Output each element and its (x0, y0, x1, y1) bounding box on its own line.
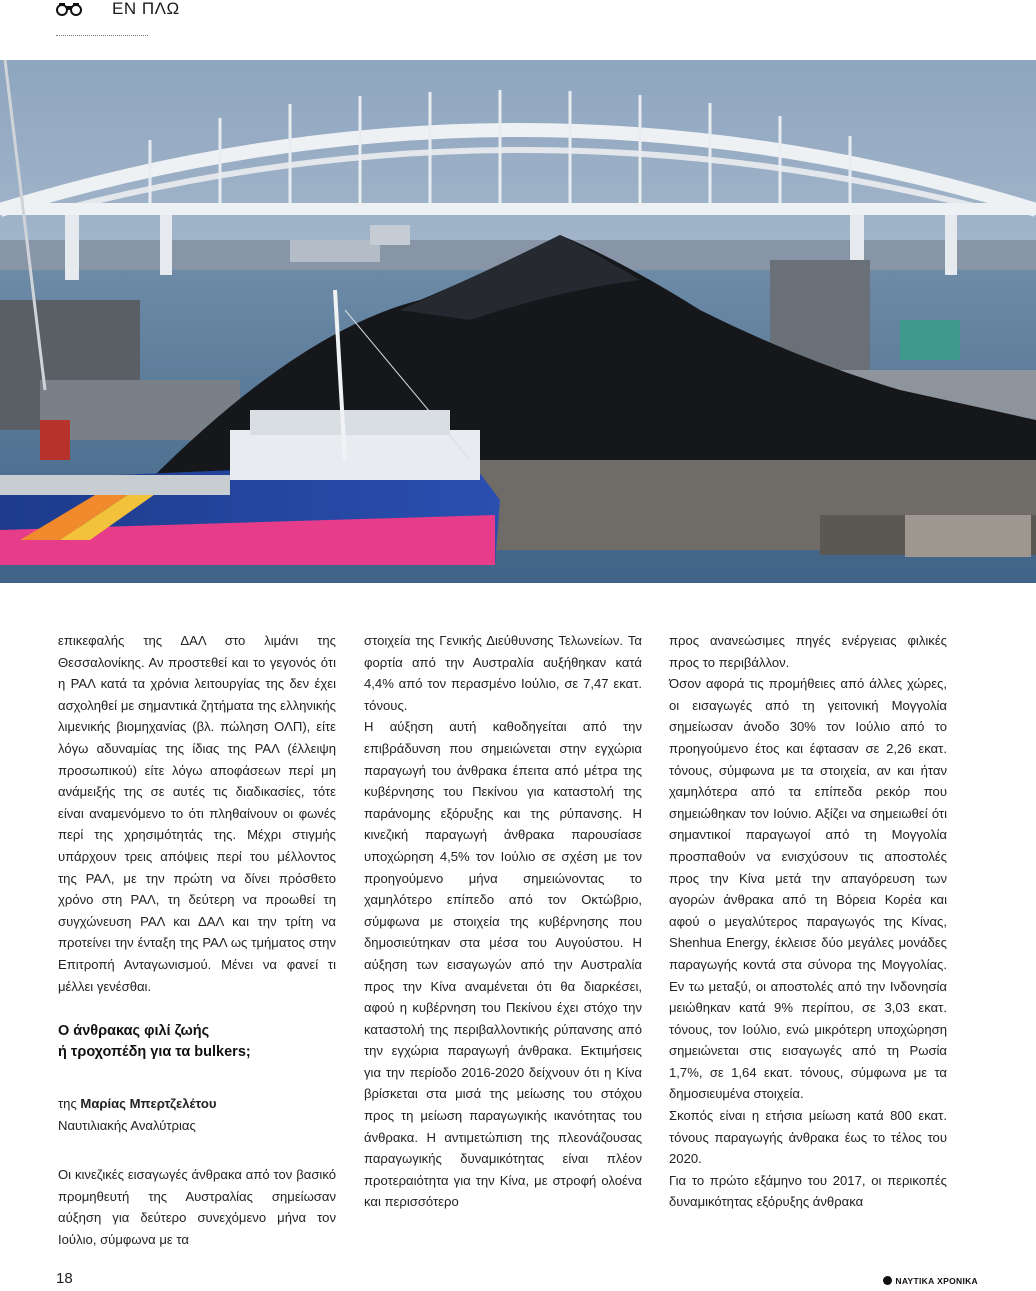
section-header (56, 0, 356, 40)
subheadline (58, 1021, 336, 1063)
byline-prefix: της (58, 1096, 81, 1112)
article-column-1 (58, 630, 336, 1251)
article-paragraph: Οι κινεζικές εισαγωγές άνθρακα από τον βασικό προμηθευτή της Αυστραλίας σημείωσαν αύξηση για δεύτερο συνεχόμενο μήνα τον Ιούλιο, σύμφωνα με τα (58, 1167, 336, 1248)
subheadline-line-1: Ο άνθρακας φιλί ζωής (58, 1023, 210, 1040)
byline (58, 1093, 336, 1136)
article-column-2 (364, 630, 642, 1213)
article-paragraph: Η αύξηση αυτή καθοδηγείται από την επιβράδυνση που σημειώνεται στην εγχώρια παραγωγή του άνθρακα έπειτα από μέτρα της κυβέρνησης του Πεκίνου για καταστολή της παράνομης εξόρυξης και της ρύπανσης. Η κινεζική παραγωγή άνθρακα παρουσίασε υποχώρηση 4,5% τον Ιούλιο σε σχέση με τον προηγούμενο μήνα σημειώνοντας το χαμηλότερο επίπεδο από τον Οκτώβριο, σύμφωνα με στοιχεία της κυβέρνησης που δημοσιεύτηκαν στα μέσα του Αυγούστου. Η αύξηση των εισαγωγών από την Αυστραλία προς την Κίνα αναμένεται ότι θα διαρκέσει, αφού η κυβέρνηση του Πεκίνου έχει στόχο την καταστολή της περιβαλλοντικής ρύπανσης από την εγχώρια παραγωγή άνθρακα. Εκτιμήσεις για την περίοδο 2016-2020 δείχνουν ότι η Κίνα βρίσκεται στα μισά της μείωσης του στόχου προς τη μείωση παραγωγικής ικανότητας του άνθρακα. Η αντιμετώπιση της πλεονάζουσας παραγωγικής δυναμικότητας είναι πλέον προτεραιότητα για την Κίνα, με στροφή ολοένα και περισσότερο (364, 719, 642, 1210)
article-body (58, 630, 978, 1248)
article-paragraph: Σκοπός είναι η ετήσια μείωση κατά 800 εκατ. τόνους παραγωγής άνθρακα έως το τέλος του 2020. (669, 1108, 947, 1167)
brand-logo-icon (883, 1276, 892, 1285)
subheadline-line-2: ή τροχοπέδη για τα bulkers; (58, 1044, 251, 1061)
page-number: 18 (56, 1270, 73, 1287)
byline-author (58, 1093, 336, 1115)
article-paragraph: επικεφαλής της ΔΑΛ στο λιμάνι της Θεσσαλονίκης. Αν προστεθεί και το γεγονός ότι η ΡΑΛ κατά τα χρόνια λειτουργίας της δεν έχει ασχοληθεί με σημαντικά ζητήματα της ελληνικής λιμενικής βιομηχανίας (βλ. πώληση ΟΛΠ), είτε λόγω αδυναμίας της ίδιας της ΡΑΛ (έλλειψη προσωπικού) είτε λόγω αποφάσεων περί μη ανάμειξής της σε αυτές τις διαδικασίες, τότε είναι αναμενόμενο το ότι πληθαίνουν οι φωνές περί της χρησιμότητάς της. Μέχρι στιγμής υπάρχουν τρεις απόψεις περί του μέλλοντος της ΡΑΛ, με την πρώτη να δίνει πρόσθετο χρόνο στη ΡΑΛ, τη δεύτερη να προωθεί τη συγχώνευση ΡΑΛ και ΔΑΛ και την τρίτη να προτείνει την ένταξη της ΡΑΛ ως τμήματος στην Επιτροπή Ανταγωνισμού. Μένει να φανεί τι μέλλει γενέσθαι. (58, 633, 336, 994)
section-title: ΕΝ ΠΛΩ (112, 0, 180, 18)
brand-name: ΝΑΥΤΙΚΑ ΧΡΟΝΙΚΑ (895, 1276, 978, 1286)
article-paragraph: προς ανανεώσιμες πηγές ενέργειας φιλικές προς το περιβάλλον. (669, 633, 947, 670)
harbor-photo (0, 60, 1036, 583)
publication-brand (883, 1276, 978, 1286)
author-role: Ναυτιλιακής Αναλύτριας (58, 1117, 196, 1133)
binoculars-icon (56, 2, 82, 16)
article-paragraph: Όσον αφορά τις προμήθειες από άλλες χώρες, οι εισαγωγές από τη γειτονική Μογγολία σημείωσαν άνοδο 30% τον Ιούλιο από το προηγούμενο έτος και έφτασαν σε 2,26 εκατ. τόνους, σύμφωνα με τα στοιχεία, αν και ήταν χαμηλότερα από τα επίπεδα ρεκόρ που σημειώθηκαν τον Ιούνιο. Αξίζει να σημειωθεί ότι σημαντικοί παραγωγοί από τη Μογγολία προσπαθούν να ενισχύσουν τις αποστολές προς την Κίνα μετά την απαγόρευση των αγορών άνθρακα από τη Βόρεια Κορέα και αφού ο μεγαλύτερος παραγωγός της Κίνας, Shenhua Energy, έκλεισε δύο μεγάλες μονάδες παραγωγής κοντά στα σύνορα της Μογγολίας. Εν τω μεταξύ, οι αποστολές από την Ινδονησία μειώθηκαν κατά 9% περίπου, σε 3,03 εκατ. τόνους, τον Ιούλιο, ενώ μικρότερη υποχώρηση σημειώνεται στις εισαγωγές από τη Ρωσία 1,7%, σε 1,64 εκατ. τόνους, σύμφωνα με τα δημοσιευμένα στοιχεία. (669, 676, 947, 1102)
article-column-3 (669, 630, 947, 1213)
author-name: Μαρίας Μπερτζελέτου (80, 1096, 217, 1112)
article-paragraph: στοιχεία της Γενικής Διεύθυνσης Τελωνείων. Τα φορτία από την Αυστραλία αυξήθηκαν κατά 4,4% από τον περασμένο Ιούλιο, σε 7,47 εκατ. τόνους. (364, 633, 642, 713)
header-divider (56, 35, 148, 36)
article-paragraph: Για το πρώτο εξάμηνο του 2017, οι περικοπές δυναμικότητας εξόρυξης άνθρακα (669, 1172, 947, 1210)
